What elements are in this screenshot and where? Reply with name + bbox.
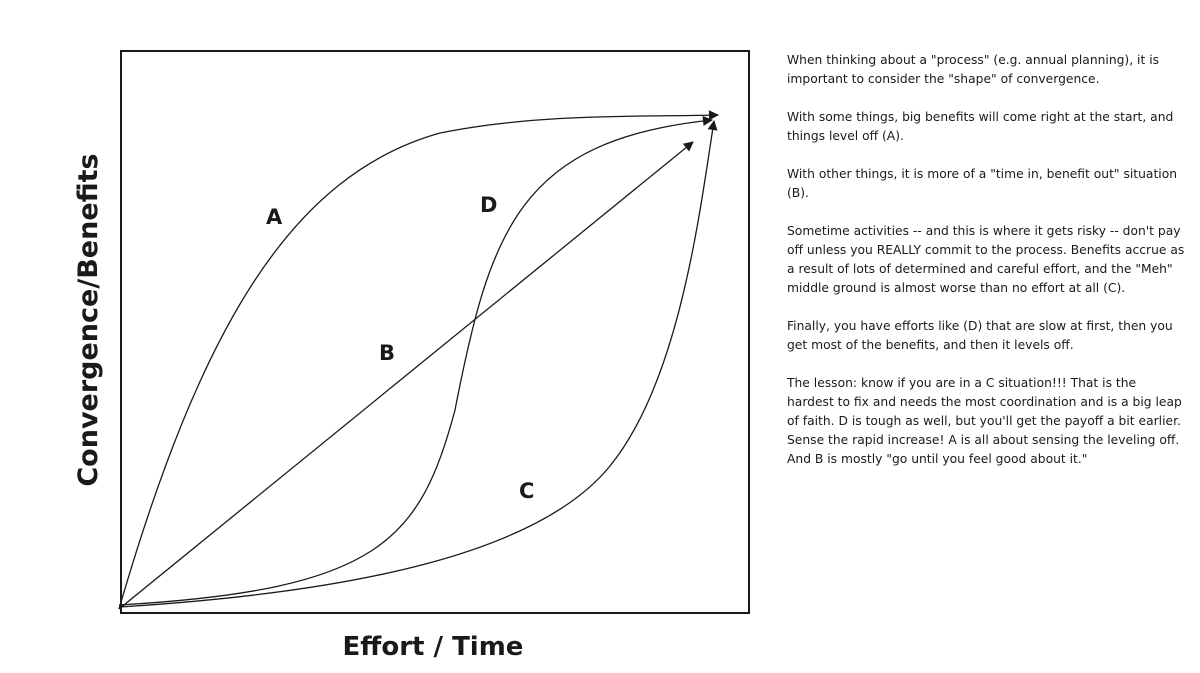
curve-label-b: B [379, 341, 396, 365]
curve-label-c: C [519, 479, 535, 503]
explainer-paragraph: With other things, it is more of a "time in, benefit out" situation (B). [787, 167, 1178, 200]
curve-b [119, 142, 693, 609]
x-axis-title: Effort / Time [342, 632, 524, 662]
explainer-paragraph: Sometime activities -- and this is where it gets risky -- don't pay off unless you REALLY commit to the process. Benefits accrue as a result of lots of determined and careful effort, and the "Meh" middle ground is almost worse than no effort at all (C). [787, 224, 1185, 295]
plot-frame [121, 51, 749, 613]
explainer-paragraph: Finally, you have efforts like (D) that are slow at first, then you get most of the benefits, and then it levels off. [787, 319, 1173, 352]
y-axis-title: Convergence/Benefits [73, 153, 104, 487]
curve-a [119, 115, 718, 609]
curve-d [119, 120, 712, 605]
explainer-paragraph: With some things, big benefits will come right at the start, and things level off (A). [787, 110, 1174, 143]
curve-label-d: D [480, 193, 498, 217]
explainer-paragraph: When thinking about a "process" (e.g. annual planning), it is important to consider the "shape" of convergence. [787, 53, 1160, 86]
explainer-text [787, 51, 1185, 488]
curve-label-a: A [266, 205, 283, 229]
explainer-paragraph: The lesson: know if you are in a C situation!!! That is the hardest to fix and needs the most coordination and is a big leap of faith. D is tough as well, but you'll get the payoff a bit earlier. Sense the rapid increase! A is all about sensing the leveling off. And B is mostly "go until you feel good about it." [787, 376, 1182, 466]
